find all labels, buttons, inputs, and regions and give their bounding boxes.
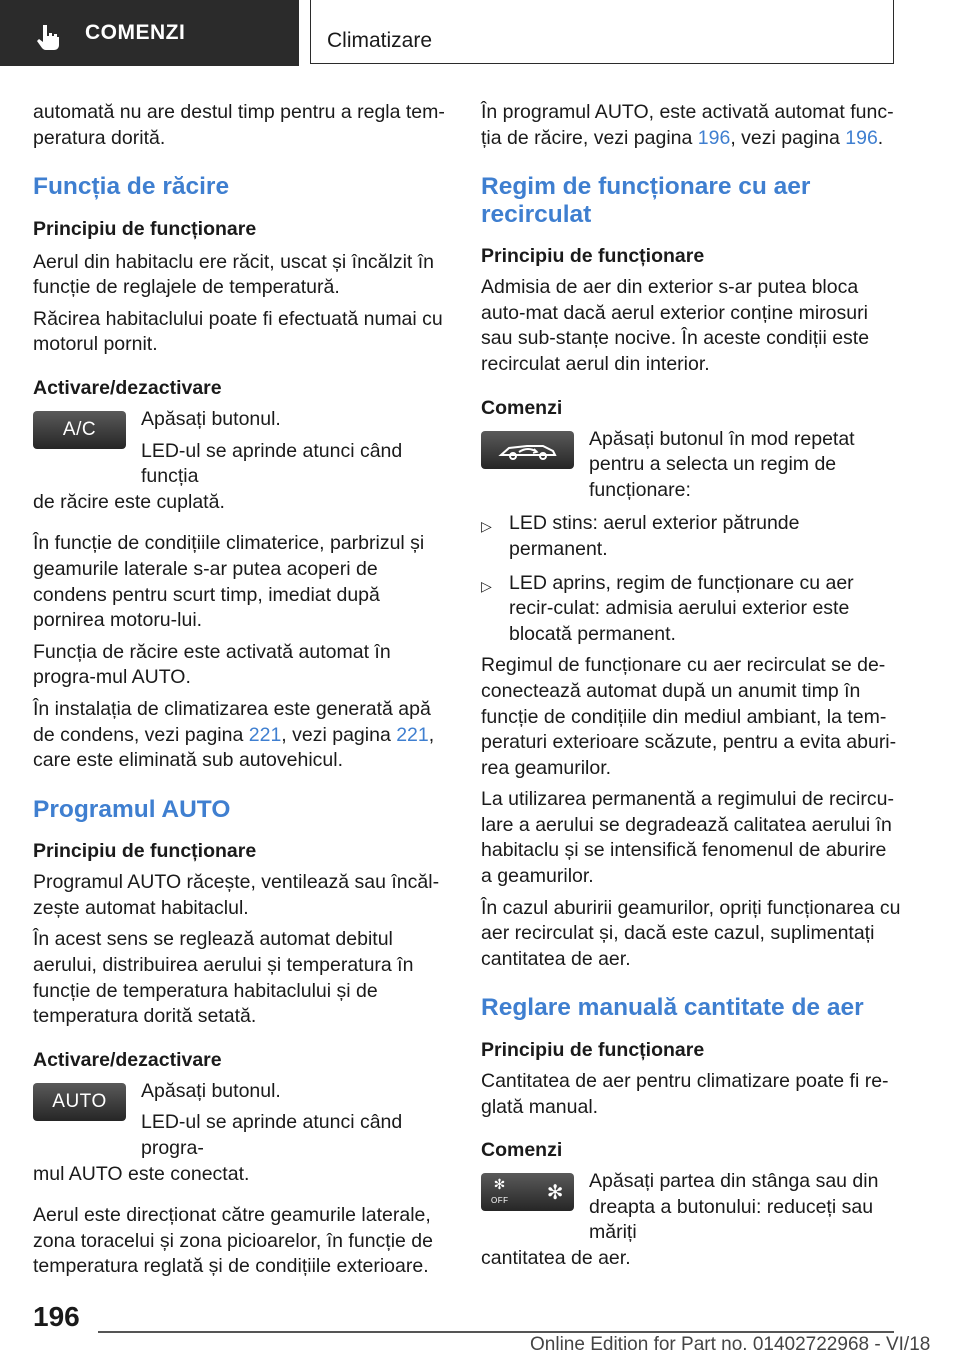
instruction-text: LED-ul se aprinde atunci când funcția	[141, 439, 403, 488]
page-link[interactable]: 221	[396, 723, 429, 746]
footer-divider	[98, 1331, 894, 1333]
instruction-text: mul AUTO este conectat.	[33, 1162, 250, 1185]
instruction-text: cantitatea de aer.	[481, 1246, 631, 1269]
heading-cooling: Funcția de răcire	[33, 173, 230, 201]
left-column	[33, 100, 453, 1280]
subheading-controls: Comenzi	[481, 1139, 563, 1162]
instruction-text: Apăsați butonul în mod repetat pentru a selecta un regim de funcționare:	[589, 427, 855, 501]
paragraph: Aerul este direcționat către geamurile laterale, zona toracelui și zona picioarelor, în funcție de temperatura reglată și de condițiile exterioare.	[33, 1204, 433, 1278]
auto-instruction	[33, 1079, 453, 1162]
auto-button-image	[33, 1083, 126, 1121]
list-item-text: LED stins: aerul exterior pătrunde permanent.	[509, 512, 800, 560]
paragraph: Funcția de răcire este activată automat în progra-mul AUTO.	[33, 640, 391, 689]
text: , vezi pagina	[730, 126, 846, 149]
fan-icon: ✻	[546, 1181, 564, 1204]
instruction-text: Apăsați butonul.	[141, 1079, 281, 1102]
fan-instruction	[481, 1169, 901, 1246]
instruction-text: Apăsați butonul.	[141, 408, 281, 431]
heading-manual-airflow: Reglare manuală cantitate de aer	[481, 994, 864, 1022]
hand-pointer-icon	[34, 22, 64, 52]
right-column	[481, 100, 901, 1272]
subheading-principle: Principiu de funcționare	[481, 245, 705, 268]
subheading-activation: Activare/dezactivare	[33, 1048, 222, 1071]
paragraph: Admisia de aer din exterior s-ar putea bloca auto-mat dacă aerul exterior conține mirosuri sau sub-stanțe nocive. În aceste condiții este recirculat aerul din interior.	[481, 276, 870, 375]
subheading-principle: Principiu de funcționare	[33, 217, 257, 240]
instruction-text: LED-ul se aprinde atunci când progra-	[141, 1111, 403, 1160]
auto-button-label: AUTO	[52, 1090, 107, 1112]
heading-recirculation: Regim de funcționare cu aer recirculat	[481, 173, 811, 228]
text: , vezi pagina	[281, 723, 397, 746]
chapter-title: Climatizare	[327, 29, 433, 52]
page-link[interactable]: 196	[697, 126, 731, 149]
fan-off-label: OFF	[491, 1195, 509, 1205]
car-recirculation-icon	[481, 431, 574, 469]
triangle-bullet-icon: ▷	[481, 577, 492, 594]
page-header	[0, 0, 960, 66]
subheading-activation: Activare/dezactivare	[33, 377, 222, 400]
instruction-text: de răcire este cuplată.	[33, 490, 225, 513]
paragraph: Aerul din habitaclu ere răcit, uscat și încălzit în funcție de reglajele de temperatură.	[33, 250, 435, 299]
triangle-bullet-icon: ▷	[481, 518, 492, 535]
subheading-principle: Principiu de funcționare	[481, 1038, 705, 1061]
heading-auto-program: Programul AUTO	[33, 795, 231, 823]
paragraph: La utilizarea permanentă a regimului de recircu-lare a aerului se degradează calitatea aerului în habitaclu și se intensifică fenomenul de aburire a geamurilor.	[481, 788, 894, 888]
paragraph: Cantitatea de aer pentru climatizare poate fi re-glată manual.	[481, 1069, 889, 1118]
subheading-controls: Comenzi	[481, 396, 563, 419]
list-item	[481, 571, 901, 648]
page-link[interactable]: 196	[845, 126, 878, 149]
list-item	[481, 511, 901, 562]
page-number: 196	[33, 1301, 80, 1332]
section-tab	[0, 0, 299, 66]
text: În instalația de climatizarea este generată apă de condens, vezi pagina	[33, 698, 431, 746]
text: , care este eliminată sub autovehicul.	[33, 723, 435, 772]
paragraph: automată nu are destul timp pentru a regla tem- peratura dorită.	[33, 101, 445, 149]
text: .	[877, 126, 884, 149]
ac-button-image	[33, 411, 126, 449]
paragraph: În acest sens se reglează automat debitul aerului, distribuirea aerului și temperatura în funcție de temperatura habitaclului și de temperatura dorită setată.	[33, 928, 414, 1028]
list-item-text: LED aprins, regim de funcționare cu aer recir-culat: admisia aerului exterior este blocată permanent.	[509, 571, 854, 645]
paragraph: Regimul de funcționare cu aer recirculat se de-conectează automat după un anumit timp în funcție de condițiile din mediul ambiant, la tem-peraturi exterioare scăzute, pentru a evita aburi-rea geamurilor.	[481, 654, 897, 779]
chapter-tab	[310, 0, 894, 64]
fan-off-icon: ✻ OFF	[491, 1175, 509, 1205]
ac-instruction	[33, 407, 453, 490]
page-link[interactable]: 221	[248, 723, 282, 746]
car-icon	[497, 437, 559, 463]
instruction-text: Apăsați partea din stânga sau din dreapta a butonului: reduceți sau măriți	[589, 1170, 879, 1244]
paragraph	[481, 100, 901, 151]
section-title: COMENZI	[85, 21, 186, 44]
fan-button-image	[481, 1173, 574, 1211]
ac-button-label: A/C	[62, 419, 97, 441]
paragraph: Programul AUTO răcește, ventilează sau încăl-zește automat habitaclul.	[33, 871, 440, 919]
text: În programul AUTO, este activată automat func-ția de răcire, vezi pagina	[481, 101, 894, 149]
paragraph: În cazul aburirii geamurilor, opriți funcționarea cu aer recirculat și, dacă este cazul, suplimentați cantitatea de aer.	[481, 896, 901, 970]
recirc-instruction	[481, 427, 901, 504]
paragraph: Răcirea habitaclului poate fi efectuată numai cu motorul pornit.	[33, 307, 443, 356]
paragraph: În funcție de condițiile climaterice, parbrizul și geamurile laterale s-ar putea acoperi de condens pentru scurt timp, imediat după pornirea motoru-lui.	[33, 532, 425, 632]
edition-info: Online Edition for Part no. 01402722968 - VI/18	[530, 1334, 931, 1355]
subheading-principle: Principiu de funcționare	[33, 840, 257, 863]
paragraph	[33, 697, 453, 774]
